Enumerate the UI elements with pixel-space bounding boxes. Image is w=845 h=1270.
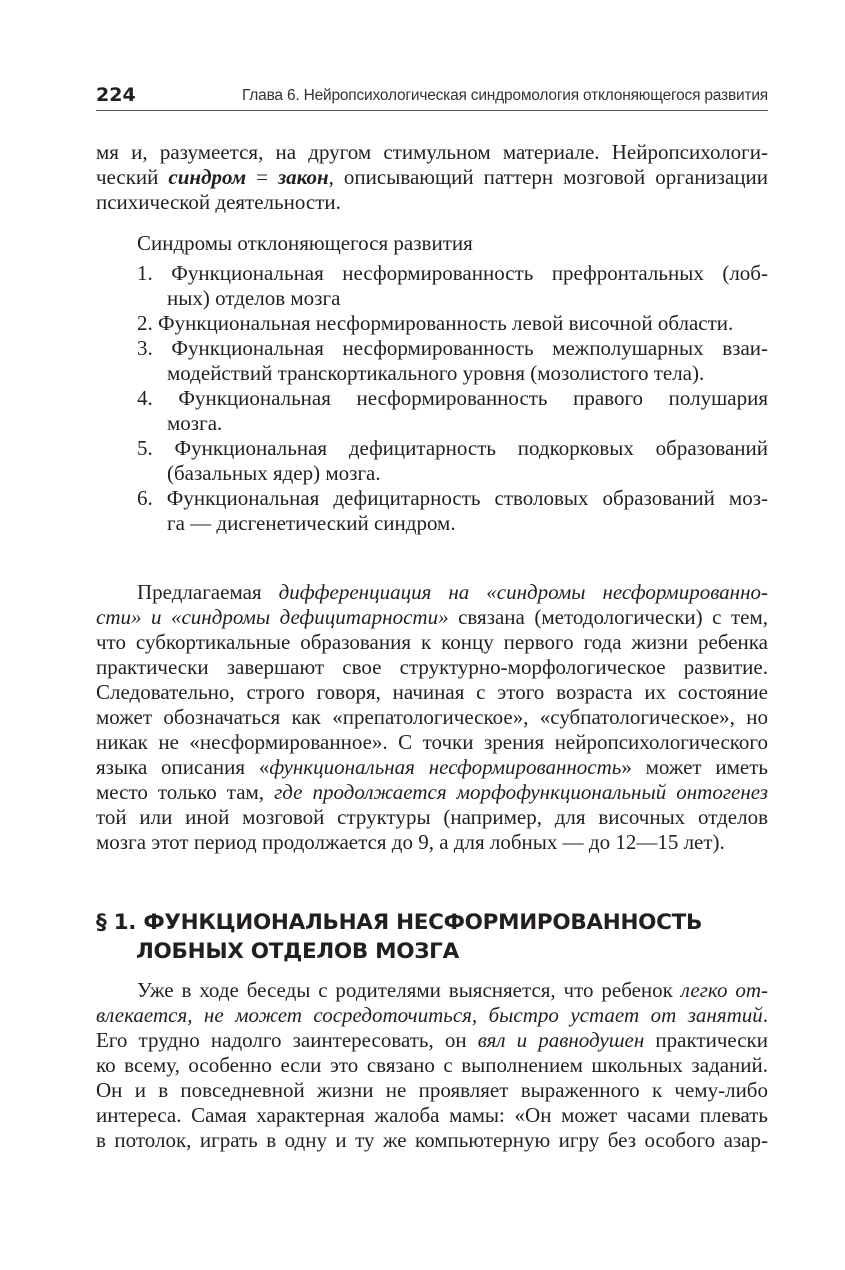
text-run: 4. Функциональная несформированность правого полушария	[137, 386, 768, 410]
section-heading-line-2: ЛОБНЫХ ОТДЕЛОВ МОЗГА	[136, 939, 459, 964]
text-line	[137, 436, 768, 461]
text-line	[96, 1128, 768, 1153]
text-run: 5. Функциональная дефицитарность подкорковых образований	[137, 436, 768, 460]
text-run: ческий	[96, 165, 169, 189]
text-run: ных) отделов мозга	[167, 286, 341, 310]
text-run: связана (методологически) с тем,	[448, 605, 769, 629]
text-run: га — дисгенетический синдром.	[167, 511, 456, 535]
text-run: » может иметь	[621, 755, 768, 779]
text-line	[137, 286, 768, 311]
text-run: модействий транскортикального уровня (мозолистого тела).	[167, 361, 705, 385]
text-line	[96, 165, 768, 190]
text-line	[96, 830, 768, 855]
list-title: Синдромы отклоняющегося развития	[137, 231, 473, 255]
text-run: Он и в повседневной жизни не проявляет выраженного к чему-либо	[96, 1078, 768, 1102]
text-line	[96, 580, 768, 605]
text-line	[137, 461, 768, 486]
text-run: практически	[644, 1028, 768, 1052]
running-header	[96, 82, 768, 111]
text-run: место только там,	[96, 780, 275, 804]
bold-term: закон	[277, 165, 329, 189]
italic-text: где продолжается морфофункциональный онтогенез	[274, 780, 768, 804]
text-run: никак не «несформированное». С точки зрения нейропсихологического	[96, 730, 768, 754]
text-line	[137, 486, 768, 511]
text-run: практически завершают свое структурно-морфологическое развитие.	[96, 655, 768, 679]
italic-text: влекается, не может сосредоточиться, быстро устает от занятий	[96, 1003, 763, 1027]
text-run: Его трудно надолго заинтересовать, он	[96, 1028, 478, 1052]
paragraph-3	[96, 978, 768, 1153]
text-line	[137, 411, 768, 436]
text-run: может обозначаться как «препатологическое», «субпатологическое», но	[96, 705, 768, 729]
text-line	[96, 705, 768, 730]
italic-text: сти» и «синдромы дефицитарности»	[96, 605, 449, 629]
text-line	[96, 190, 768, 215]
section-heading	[96, 908, 702, 966]
text-line	[96, 680, 768, 705]
text-run: 1. Функциональная несформированность префронтальных (лоб-	[137, 261, 768, 285]
text-line	[96, 730, 768, 755]
text-line	[96, 140, 768, 165]
text-line	[96, 805, 768, 830]
page-number: 224	[96, 84, 136, 106]
text-line	[137, 386, 768, 411]
text-line	[96, 978, 768, 1003]
text-run: 2. Функциональная несформированность левой височной области.	[137, 311, 734, 335]
text-run: той или иной мозговой структуры (например, для височных отделов	[96, 805, 768, 829]
text-line	[96, 605, 768, 630]
text-run: мя и, разумеется, на другом стимульном материале. Нейропсихологи-	[96, 140, 768, 164]
running-title: Глава 6. Нейропсихологическая синдромология отклоняющегося развития	[241, 87, 768, 104]
text-run: Следовательно, строго говоря, начиная с этого возраста их состояние	[96, 680, 768, 704]
text-run: языка описания «	[96, 755, 270, 779]
italic-text: дифференциация на «синдромы несформированно-	[278, 580, 768, 604]
text-run: 6. Функциональная дефицитарность стволовых образований моз-	[137, 486, 768, 510]
text-run: 3. Функциональная несформированность межполушарных взаи-	[137, 336, 768, 360]
text-line	[96, 755, 768, 780]
text-line	[96, 1003, 768, 1028]
text-run: (базальных ядер) мозга.	[167, 461, 381, 485]
text-line	[137, 311, 768, 336]
text-line	[96, 1103, 768, 1128]
paragraph-1	[96, 140, 768, 215]
text-run: мозга.	[167, 411, 223, 435]
italic-text: вял и равнодушен	[477, 1028, 645, 1052]
text-line	[96, 1053, 768, 1078]
text-line	[137, 336, 768, 361]
text-line	[137, 511, 768, 536]
text-run: ко всему, особенно если это связано с выполнением школьных заданий.	[96, 1053, 768, 1077]
text-line	[137, 361, 768, 386]
italic-text: легко от-	[680, 978, 768, 1002]
text-run: психической деятельности.	[96, 190, 341, 214]
text-line	[96, 1028, 768, 1053]
text-line	[96, 1078, 768, 1103]
text-line	[137, 261, 768, 286]
text-line	[96, 780, 768, 805]
text-run: мозга этот период продолжается до 9, а для лобных — до 12—15 лет).	[96, 830, 725, 854]
text-run: в потолок, играть в одну и ту же компьютерную игру без особого азар-	[96, 1128, 768, 1152]
text-run: =	[246, 165, 278, 189]
paragraph-2	[96, 580, 768, 855]
text-run: , описывающий паттерн мозговой организации	[328, 165, 769, 189]
text-line	[96, 630, 768, 655]
text-run: Предлагаемая	[137, 580, 279, 604]
italic-text: функциональная несформированность	[269, 755, 622, 779]
syndrome-list	[137, 261, 768, 536]
text-run: интереса. Самая характерная жалоба мамы: «Он может часами плевать	[96, 1103, 768, 1127]
text-run: что субкортикальные образования к концу первого года жизни ребенка	[96, 630, 768, 654]
text-run: .	[762, 1003, 768, 1027]
text-line	[96, 655, 768, 680]
section-heading-line-1: § 1. ФУНКЦИОНАЛЬНАЯ НЕСФОРМИРОВАННОСТЬ	[96, 910, 703, 935]
text-run: Уже в ходе беседы с родителями выясняется, что ребенок	[137, 978, 681, 1002]
bold-term: синдром	[168, 165, 247, 189]
